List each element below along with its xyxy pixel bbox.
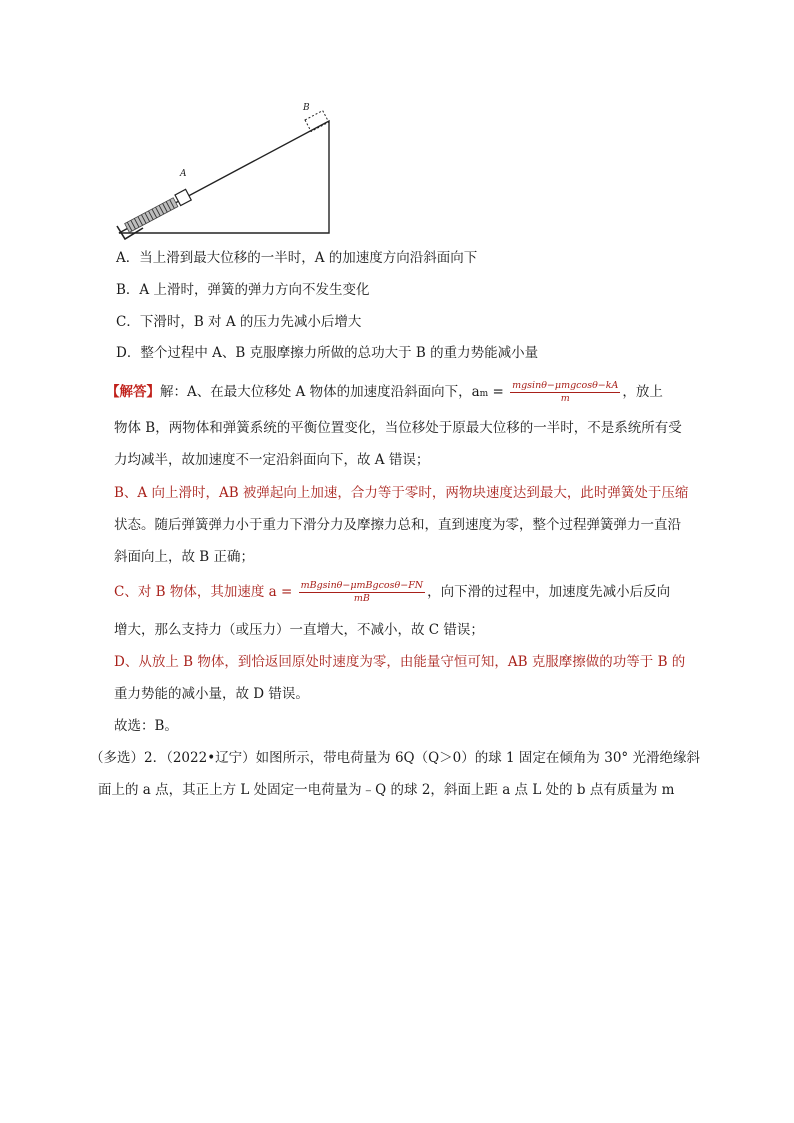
solution-line-3: 力均减半，故加速度不一定沿斜面向下，故 A 错误； bbox=[114, 452, 430, 468]
option-d: D．整个过程中 A、B 克服摩擦力所做的总功大于 B 的重力势能减小量 bbox=[116, 345, 539, 361]
spring bbox=[125, 198, 178, 233]
next-question-line-1: （多选）2．（2022•辽宁）如图所示，带电荷量为 6Q（Q＞0）的球 1 固定在倾角为 30° 光滑绝缘斜 bbox=[90, 750, 700, 766]
solution-line-7: C、对 B 物体，其加速度 a = $\frac{\text{mBgsinθ−μmBgcosθ−FN}}{mB}$ ，向下滑的过程中，加速度先减小后反向 bbox=[114, 580, 671, 604]
option-b: B．A 上滑时，弹簧的弹力方向不发生变化 bbox=[116, 282, 370, 298]
acceleration-formula-a: $\frac{\text{mgsinθ−μmgcosθ−kA}}{m}$ bbox=[512, 380, 619, 404]
solution-line-5: 状态。随后弹簧弹力小于重力下滑分力及摩擦力总和，直到速度为零，整个过程弹簧弹力一直沿 bbox=[114, 517, 681, 533]
solution-line-8: 增大，那么支持力（或压力）一直增大，不减小，故 C 错误； bbox=[114, 622, 484, 638]
solution-answer: 故选：B。 bbox=[114, 718, 178, 734]
block-a-label: A bbox=[180, 169, 187, 179]
option-c: C．下滑时，B 对 A 的压力先减小后增大 bbox=[116, 314, 362, 330]
solution-line-6: 斜面向上，故 B 正确； bbox=[114, 549, 255, 565]
solution-line-9: D、从放上 B 物体，到恰返回原处时速度为零，由能量守恒可知，AB 克服摩擦做的功等于 B 的 bbox=[114, 654, 686, 670]
block-a bbox=[175, 189, 191, 205]
solution-line-1: 【解答】解：A、在最大位移处 A 物体的加速度沿斜面向下，am = $\frac{\text{mgsinθ−μmgcosθ−kA}}{m}$ ，放上 bbox=[106, 380, 663, 404]
block-b-label: B bbox=[303, 103, 310, 113]
solution-line-2: 物体 B，两物体和弹簧系统的平衡位置变化，当位移处于原最大位移的一半时，不是系统所有受 bbox=[114, 420, 682, 436]
acceleration-formula-b: $\frac{\text{mBgsinθ−μmBgcosθ−FN}}{mB}$ bbox=[300, 580, 424, 604]
solution-line-4: B、A 向上滑时，AB 被弹起向上加速，合力等于零时，两物块速度达到最大，此时弹簧处于压缩 bbox=[114, 485, 689, 501]
option-a: A．当上滑到最大位移的一半时，A 的加速度方向沿斜面向下 bbox=[116, 250, 478, 266]
solution-line-10: 重力势能的减小量，故 D 错误。 bbox=[114, 686, 309, 702]
block-b-dashed bbox=[305, 111, 329, 132]
next-question-line-2: 面上的 a 点，其正上方 L 处固定一电荷量为﹣Q 的球 2，斜面上距 a 点 L 处的 b 点有质量为 m bbox=[98, 782, 675, 798]
incline-spring-figure bbox=[113, 98, 343, 240]
solution-tag: 【解答】 bbox=[106, 384, 160, 400]
